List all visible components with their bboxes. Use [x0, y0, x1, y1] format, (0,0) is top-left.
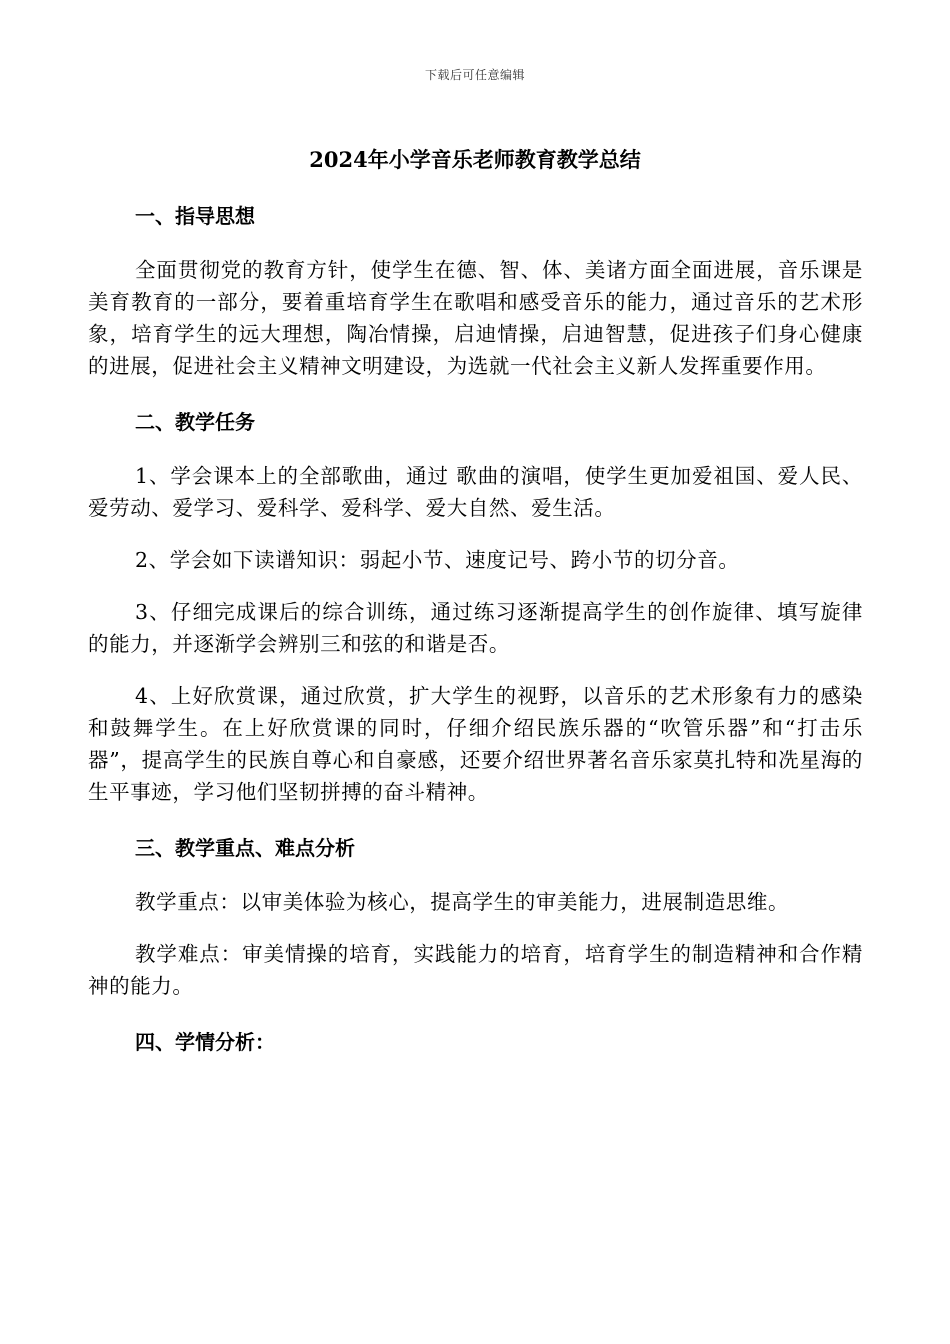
paragraph-task-3: 3、仔细完成课后的综合训练，通过练习逐渐提高学生的创作旋律、填写旋律的能力，并逐渐学会辨别三和弦的和谐是否。	[88, 600, 863, 656]
document-body	[88, 200, 863, 1058]
section-heading-guiding-thought: 一、指导思想	[135, 204, 255, 228]
paragraph-task-1: 1、学会课本上的全部歌曲，通过 歌曲的演唱，使学生更加爱祖国、爱人民、爱劳动、爱学习、爱科学、爱科学、爱大自然、爱生活。	[88, 464, 863, 520]
section-heading-student-analysis: 四、学情分析：	[135, 1030, 275, 1054]
paragraph-key-point: 教学重点：以审美体验为核心，提高学生的审美能力，进展制造思维。	[135, 890, 790, 914]
document-title: 2024年小学音乐老师教育教学总结	[309, 147, 641, 172]
header-note: 下载后可任意编辑	[424, 68, 525, 82]
section-heading-teaching-tasks: 二、教学任务	[135, 410, 255, 434]
paragraph-guiding-thought: 全面贯彻党的教育方针，使学生在德、智、体、美诸方面全面进展，音乐课是美育教育的一部分，要着重培育学生在歌唱和感受音乐的能力，通过音乐的艺术形象，培育学生的远大理想，陶冶情操，启迪情操，启迪智慧，促进孩子们身心健康的进展，促进社会主义精神文明建设，为选就一代社会主义新人发挥重要作用。	[88, 258, 863, 378]
paragraph-task-2: 2、学会如下读谱知识：弱起小节、速度记号、跨小节的切分音。	[135, 548, 740, 572]
paragraph-task-4: 4、上好欣赏课，通过欣赏，扩大学生的视野，以音乐的艺术形象有力的感染和鼓舞学生。在上好欣赏课的同时，仔细介绍民族乐器的“吹管乐器”和“打击乐器”，提高学生的民族自尊心和自豪感，还要介绍世界著名音乐家莫扎特和冼星海的生平事迹，学习他们坚韧拼搏的奋斗精神。	[88, 684, 863, 804]
section-heading-key-points: 三、教学重点、难点分析	[135, 836, 355, 860]
paragraph-difficult-point: 教学难点：审美情操的培育，实践能力的培育，培育学生的制造精神和合作精神的能力。	[88, 942, 863, 998]
